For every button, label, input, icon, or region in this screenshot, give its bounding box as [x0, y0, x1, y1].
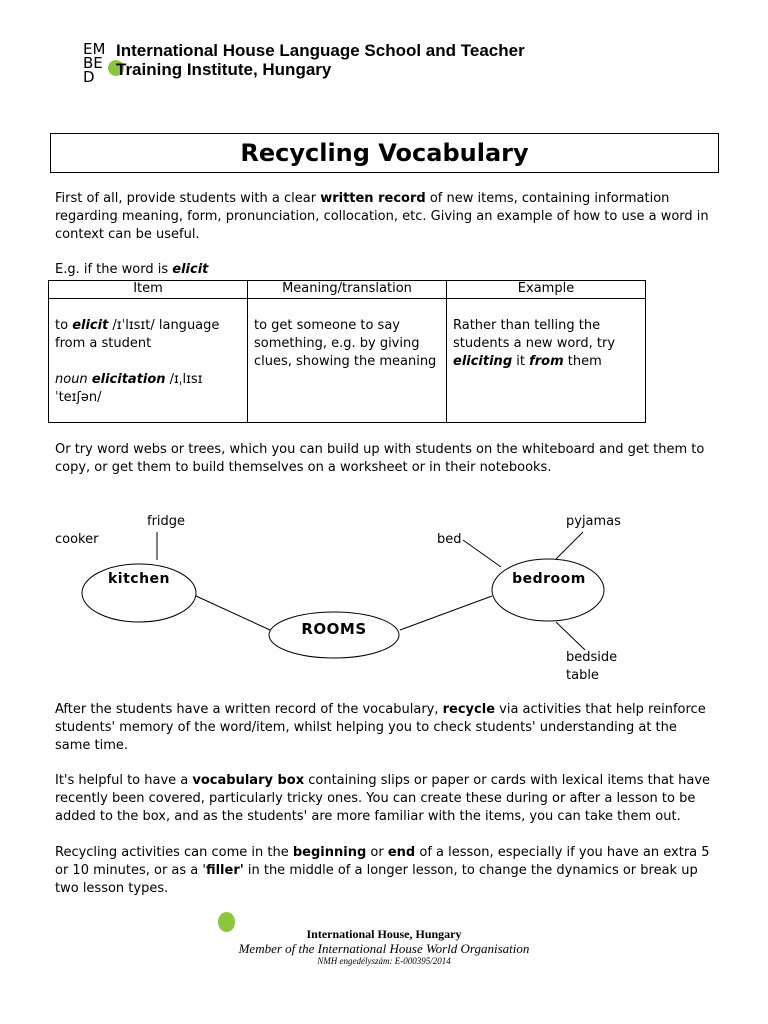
- example-word: elicit: [172, 262, 209, 277]
- table-header-meaning: Meaning/translation: [248, 281, 447, 299]
- timing-paragraph: Recycling activities can come in the beginning or end of a lesson, especially if you have an extra 5 or 10 minutes, or as a 'filler' in the middle of a longer lesson, to change the dynamics or break up two lesson types.: [55, 845, 710, 896]
- word-web-intro: Or try word webs or trees, which you can build up with students on the whiteboard and get them to copy, or get them to build themselves on a worksheet or in their notebooks.: [55, 442, 705, 475]
- intro-paragraph: First of all, provide students with a clear written record of new items, containing information regarding meaning, form, pronunciation, collocation, etc. Giving an example of how to use a word in context can be useful.: [55, 191, 709, 242]
- word-fridge: fridge: [147, 514, 186, 529]
- written-record-term: written record: [320, 191, 426, 206]
- table-header-item: Item: [49, 281, 248, 299]
- example-line: E.g. if the word is elicit: [55, 262, 209, 277]
- kitchen-label: kitchen: [107, 571, 171, 587]
- connector-rooms-bedroom: [400, 596, 492, 630]
- vocabulary-table: [48, 280, 646, 423]
- table-header-example: Example: [447, 281, 646, 299]
- document-title: Recycling Vocabulary: [50, 133, 719, 173]
- table-cell-item: to elicit /ɪˈlɪsɪt/ language from a student noun elicitation /ɪˌlɪsɪˈteɪʃən/: [49, 299, 248, 423]
- table-cell-meaning: to get someone to say something, e.g. by giving clues, showing the meaning: [248, 299, 447, 423]
- rooms-label: ROOMS: [301, 620, 367, 638]
- header-title: International House Language School and Teacher Training Institute, Hungary: [116, 41, 525, 79]
- recycle-paragraph: After the students have a written record of the vocabulary, recycle via activities that help reinforce students' memory of the word/item, whilst helping you to check students' understanding at the same time.: [55, 702, 706, 753]
- connector-bedside-table: [556, 622, 585, 650]
- footer-license: NMH engedélyszám: E-000395/2014: [317, 956, 451, 966]
- table-cell-example: Rather than telling the students a new word, try eliciting it from them: [447, 299, 646, 423]
- connector-pyjamas: [556, 532, 583, 559]
- word-pyjamas: pyjamas: [566, 514, 621, 529]
- vocabulary-box-paragraph: It's helpful to have a vocabulary box containing slips or paper or cards with lexical items that have recently been covered, particularly tricky ones. You can create these during or after a lesson to be added to the box, and as the students' are more familiar with the items, you can take them out.: [55, 773, 711, 824]
- bedroom-label: bedroom: [512, 571, 586, 587]
- embed-placeholder: EMBED: [83, 40, 106, 86]
- connector-bed: [463, 540, 501, 567]
- footer-organisation: International House, Hungary: [306, 927, 462, 941]
- word-bed: bed: [437, 532, 462, 547]
- word-bedside-table: bedside table: [566, 650, 618, 683]
- connector-kitchen-rooms: [196, 596, 270, 630]
- footer-membership: Member of the International House World Organisation: [238, 941, 530, 956]
- word-cooker: cooker: [55, 532, 99, 547]
